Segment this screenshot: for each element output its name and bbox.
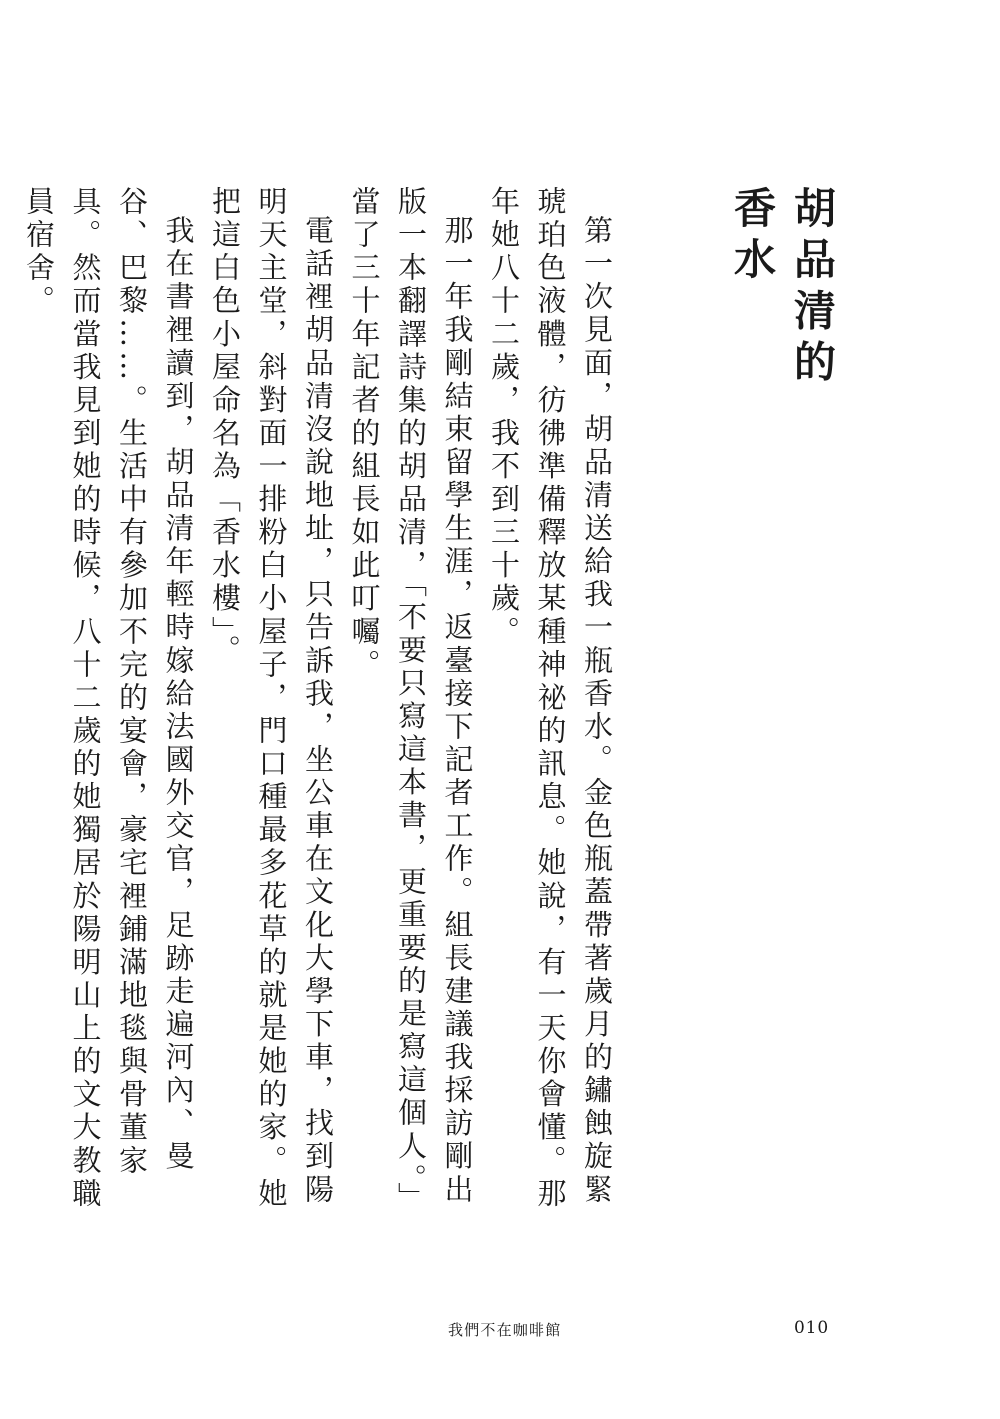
paragraph-4: 我在書裡讀到，胡品清年輕時嫁給法國外交官，足跡走遍河內、曼谷、巴黎……。生活中有參加不完的宴會，豪宅裡鋪滿地毯與骨董家具。然而當我見到她的時候，八十二歲的她獨居於陽明山上的文大教職員宿舍。 — [22, 186, 196, 1211]
paragraph-1: 第一次見面，胡品清送給我一瓶香水。金色瓶蓋帶著歲月的鏽蝕旋緊琥珀色液體，彷彿準備釋放某種神祕的訊息。她說，有一天你會懂。那年她八十二歲，我不到三十歲。 — [487, 186, 614, 1211]
running-footer-book-title: 我們不在咖啡館 — [448, 1321, 562, 1339]
paragraph-3: 電話裡胡品清沒說地址，只告訴我，坐公車在文化大學下車，找到陽明天主堂，斜對面一排粉白小屋子，門口種最多花草的就是她的家。她把這白色小屋命名為「香水樓」。 — [208, 186, 335, 1211]
body-text — [22, 186, 620, 1226]
paragraph-2: 那一年我剛結束留學生涯，返臺接下記者工作。組長建議我採訪剛出版一本翻譯詩集的胡品清，「不要只寫這本書，更重要的是寫這個人。」當了三十年記者的組長如此叮囑。 — [347, 186, 475, 1215]
chapter-title: 胡品清的香水 — [728, 186, 837, 391]
page-number: 010 — [794, 1318, 829, 1338]
